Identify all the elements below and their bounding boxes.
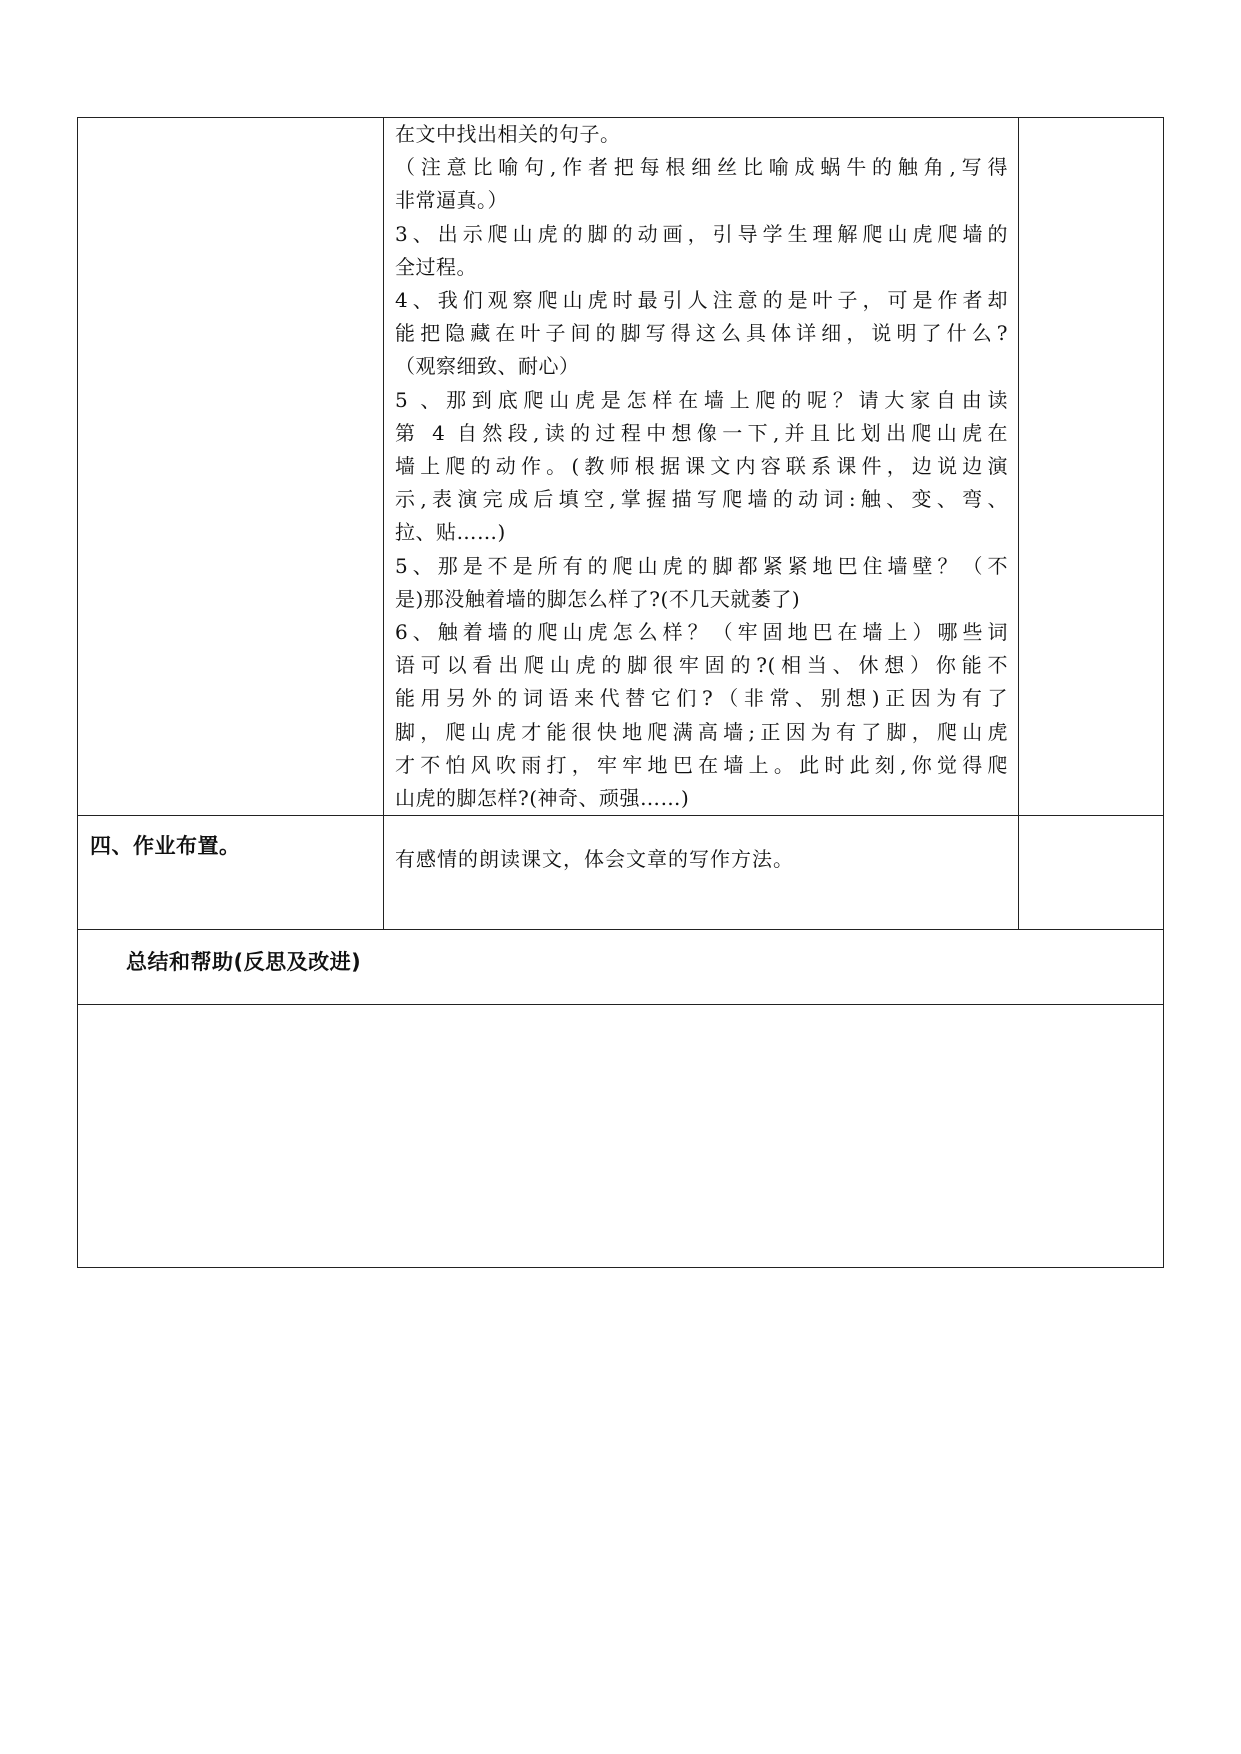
process-line: 6、触着墙的爬山虎怎么样？（牢固地巴在墙上）哪些词 <box>395 620 1008 645</box>
process-line: 脚，爬山虎才能很快地爬满高墙;正因为有了脚，爬山虎 <box>395 719 1008 744</box>
process-line: 是)那没触着墙的脚怎么样了?(不几天就萎了) <box>395 586 801 611</box>
process-line: 能用另外的词语来代替它们?（非常、别想)正因为有了 <box>395 686 1008 711</box>
process-line: 墙上爬的动作。(教师根据课文内容联系课件，边说边演 <box>395 454 1008 479</box>
process-line: 3、出示爬山虎的脚的动画，引导学生理解爬山虎爬墙的 <box>395 221 1008 246</box>
process-line: 4、我们观察爬山虎时最引人注意的是叶子，可是作者却 <box>395 288 1008 313</box>
summary-title: 总结和帮助(反思及改进) <box>78 930 1164 1005</box>
process-line: （注意比喻句,作者把每根细丝比喻成蜗牛的触角,写得 <box>395 155 1008 180</box>
notes-cell-empty <box>1019 118 1164 816</box>
process-line: 能把隐藏在叶子间的脚写得这么具体详细，说明了什么? <box>395 321 1008 346</box>
process-line: 在文中找出相关的句子。 <box>395 122 621 146</box>
process-line: 语可以看出爬山虎的脚很牢固的?(相当、休想）你能不 <box>395 653 1008 678</box>
process-line: 5 、那到底爬山虎是怎样在墙上爬的呢？请大家自由读 <box>395 387 1008 412</box>
table-row-summary-title <box>78 930 1164 1005</box>
table-row-homework <box>78 816 1164 930</box>
process-line: 5、那是不是所有的爬山虎的脚都紧紧地巴住墙壁？（不 <box>395 553 1008 578</box>
table-row-summary-body <box>78 1005 1164 1268</box>
homework-notes-cell <box>1019 816 1164 930</box>
homework-step-label: 四、作业布置。 <box>78 816 384 930</box>
summary-content-empty <box>78 1005 1164 1268</box>
process-line: 拉、贴……) <box>395 520 506 545</box>
process-line: 示,表演完成后填空,掌握描写爬墙的动词:触、变、弯、 <box>395 487 1008 512</box>
process-line: 非常逼真。） <box>395 188 508 213</box>
process-line: 第 4 自然段,读的过程中想像一下,并且比划出爬山虎在 <box>395 420 1008 445</box>
table-row-teaching-process <box>78 118 1164 816</box>
process-line: 全过程。 <box>395 254 477 279</box>
lesson-plan-table <box>77 117 1164 1268</box>
homework-content: 有感情的朗读课文，体会文章的写作方法。 <box>384 816 1019 930</box>
process-line: （观察细致、耐心） <box>395 354 580 379</box>
process-line: 山虎的脚怎样?(神奇、顽强……) <box>395 786 690 811</box>
process-line: 才不怕风吹雨打，牢牢地巴在墙上。此时此刻,你觉得爬 <box>395 752 1008 777</box>
step-cell-empty <box>78 118 384 816</box>
process-content-cell <box>384 118 1019 816</box>
